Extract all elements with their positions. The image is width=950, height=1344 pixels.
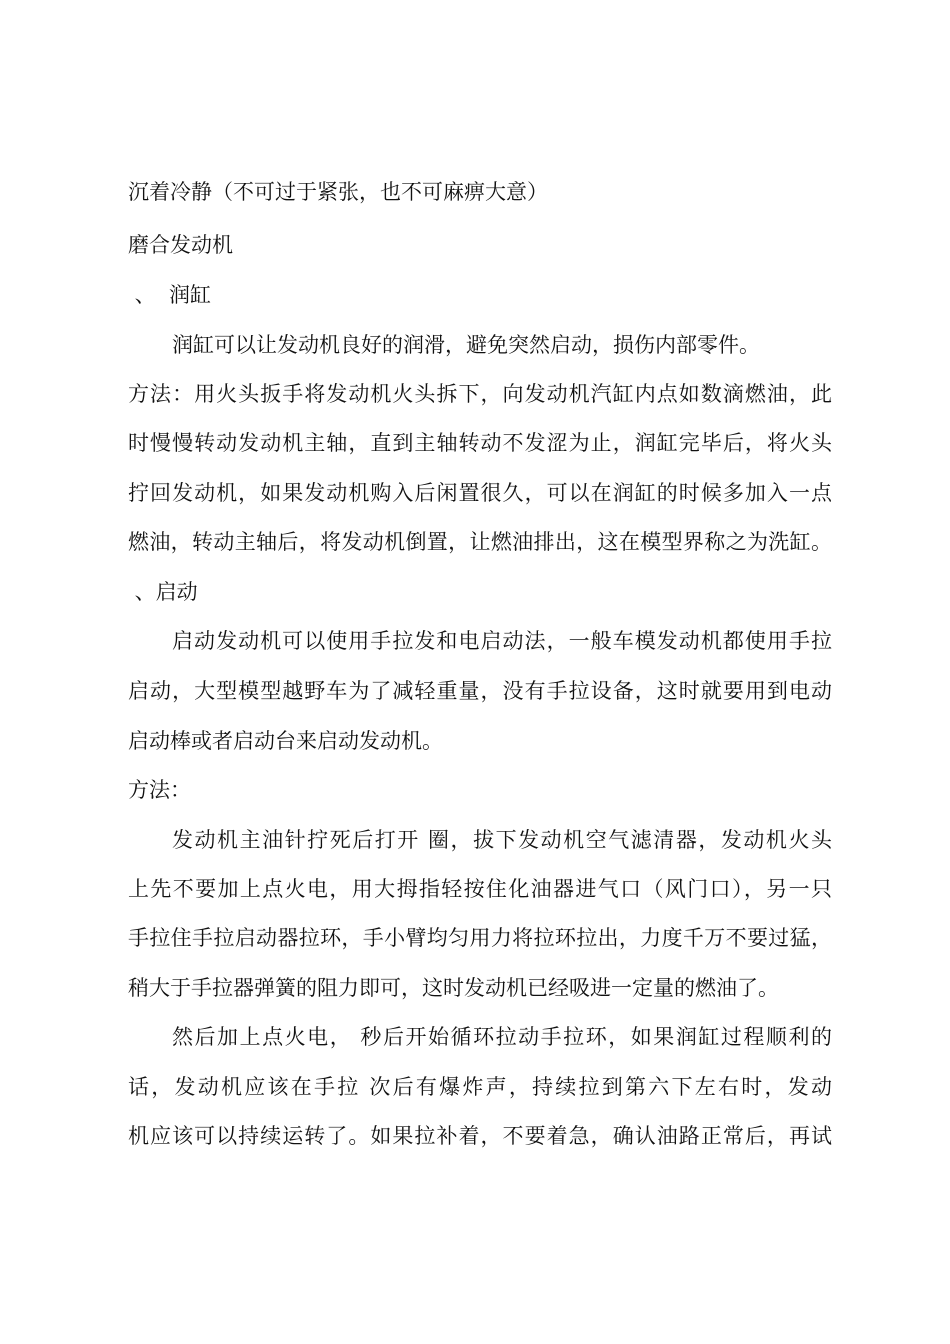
- paragraph-line: 拧回发动机，如果发动机购入后闲置很久，可以在润缸的时候多加入一点: [128, 481, 832, 505]
- method-label: 方法：: [128, 778, 191, 802]
- paragraph-line: 启动发动机可以使用手拉发和电启动法，一般车模发动机都使用手拉: [172, 629, 832, 653]
- paragraph-line: 燃油，转动主轴后，将发动机倒置，让燃油排出，这在模型界称之为洗缸。: [128, 530, 832, 554]
- paragraph-line: 启动，大型模型越野车为了减轻重量，没有手拉设备，这时就要用到电动: [128, 679, 832, 703]
- paragraph-line: 润缸可以让发动机良好的润滑，避免突然启动，损伤内部零件。: [172, 333, 760, 357]
- paragraph-line: 稍大于手拉器弹簧的阻力即可，这时发动机已经吸进一定量的燃油了。: [128, 976, 779, 1000]
- paragraph-line: 发动机主油针拧死后打开 圈，拔下发动机空气滤清器，发动机火头: [172, 828, 832, 852]
- paragraph-line: 手拉住手拉启动器拉环，手小臂均匀用力将拉环拉出，力度千万不要过猛，: [128, 926, 832, 950]
- section-heading: 磨合发动机: [128, 233, 233, 257]
- paragraph-line: 启动棒或者启动台来启动发动机。: [128, 729, 443, 753]
- text-line: 沉着冷静（不可过于紧张，也不可麻痹大意）: [128, 180, 548, 204]
- paragraph-line: 时慢慢转动发动机主轴，直到主轴转动不发涩为止，润缸完毕后，将火头: [128, 431, 832, 455]
- paragraph-line: 话，发动机应该在手拉 次后有爆炸声，持续拉到第六下左右时，发动: [128, 1075, 832, 1099]
- paragraph-line: 上先不要加上点火电，用大拇指轻按住化油器进气口（风门口），另一只: [128, 877, 832, 901]
- subsection-heading: 、启动: [128, 580, 198, 604]
- paragraph-line: 然后加上点火电， 秒后开始循环拉动手拉环，如果润缸过程顺利的: [172, 1025, 832, 1049]
- paragraph-line: 机应该可以持续运转了。如果拉补着，不要着急，确认油路正常后，再试: [128, 1124, 832, 1148]
- paragraph-line: 方法：用火头扳手将发动机火头拆下，向发动机汽缸内点如数滴燃油，此: [128, 382, 832, 406]
- subsection-heading: 、 润缸: [128, 283, 212, 307]
